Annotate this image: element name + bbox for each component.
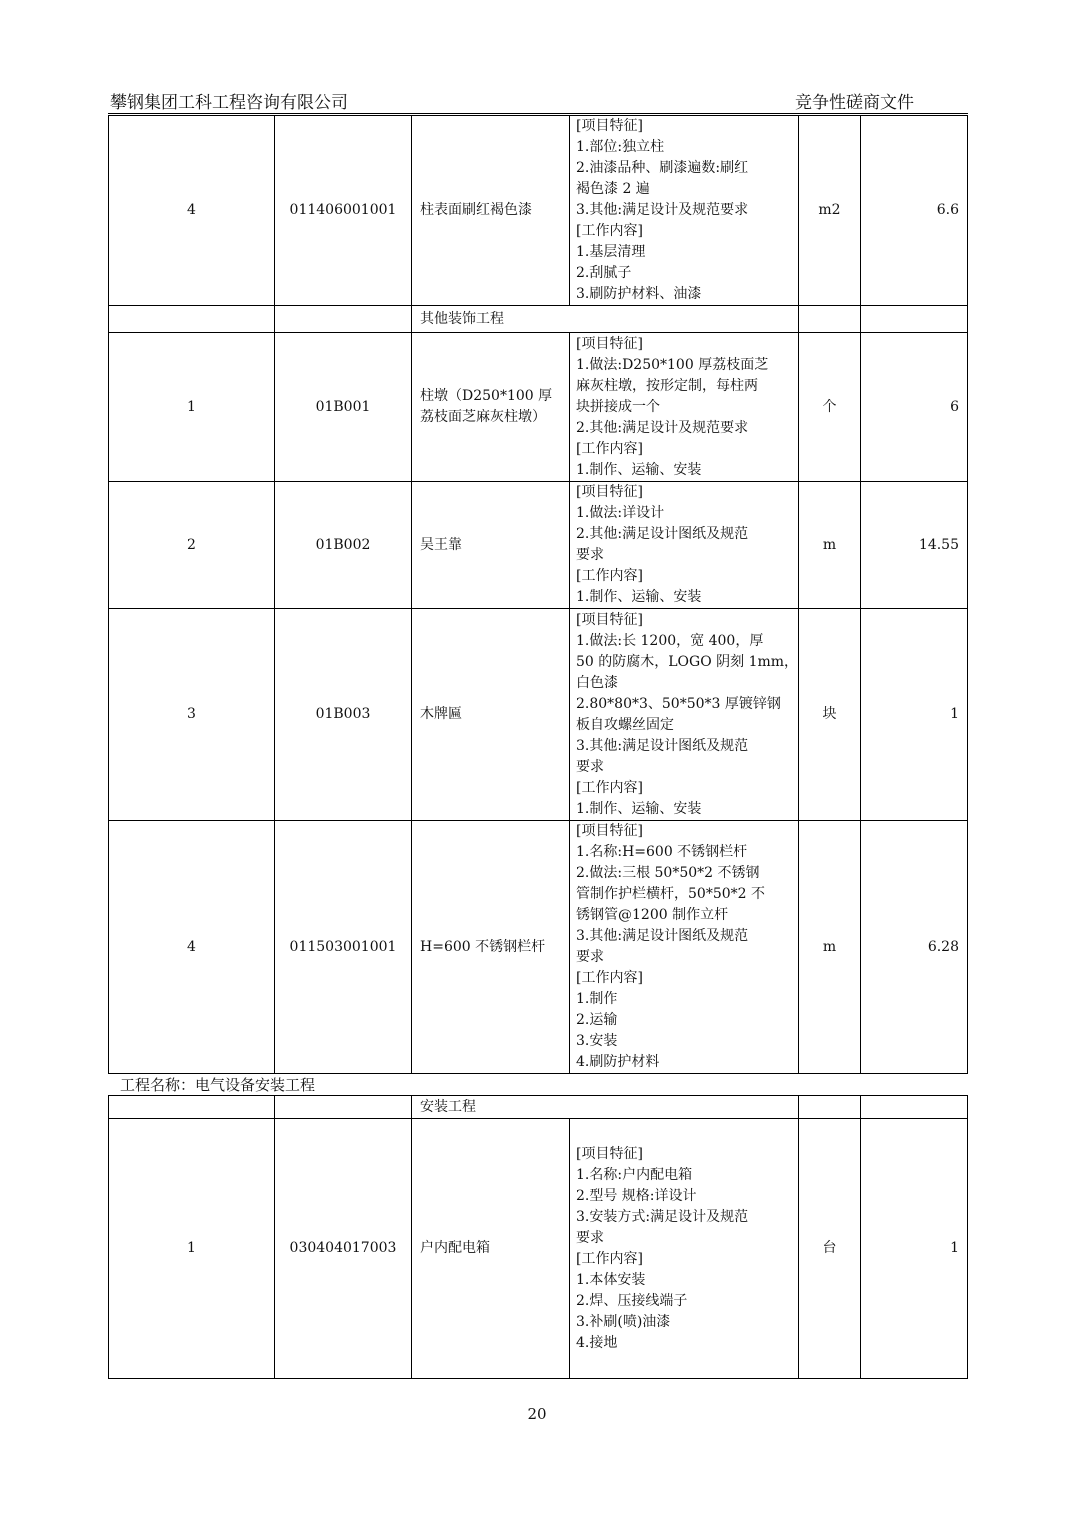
feature-line: 1.本体安装 <box>576 1271 646 1288</box>
feature-line: 要求 <box>576 1229 604 1246</box>
feature-line: 3.其他:满足设计图纸及规范 <box>576 737 749 754</box>
item-unit: 个 <box>799 333 861 482</box>
feature-line: 1.制作 <box>576 991 618 1007</box>
item-number: 2 <box>109 482 275 609</box>
feature-line: 1.部位:独立柱 <box>576 139 665 155</box>
section-row <box>109 306 968 333</box>
item-name: 吴王靠 <box>412 482 570 609</box>
feature-line: 2.焊、压接线端子 <box>576 1292 688 1309</box>
bill-table-decoration <box>108 115 968 1074</box>
feature-line: 板自攻螺丝固定 <box>576 716 674 733</box>
item-unit: m <box>799 821 861 1074</box>
item-unit: m2 <box>799 116 861 306</box>
feature-line: 麻灰柱墩，按形定制，每柱两 <box>576 377 758 394</box>
feature-line: 4.接地 <box>576 1334 618 1351</box>
item-features <box>570 482 799 609</box>
feature-line: 2.油漆品种、刷漆遍数:刷红 <box>576 160 749 176</box>
section-row <box>109 1096 968 1119</box>
company-name: 攀钢集团工科工程咨询有限公司 <box>110 93 348 113</box>
project-name: 工程名称：电气设备安装工程 <box>120 1076 316 1094</box>
feature-line: [工作内容] <box>576 568 643 584</box>
table-row <box>109 609 968 821</box>
feature-line: 2.其他:满足设计及规范要求 <box>576 419 749 436</box>
feature-line: [工作内容] <box>576 440 643 457</box>
item-features <box>570 116 799 306</box>
feature-line: 3.其他:满足设计图纸及规范 <box>576 928 749 944</box>
table-row <box>109 333 968 482</box>
feature-line: 2.型号 规格:详设计 <box>576 1187 697 1204</box>
item-quantity: 6.28 <box>861 821 968 1074</box>
item-quantity: 14.55 <box>861 482 968 609</box>
bill-table-electrical <box>108 1095 968 1379</box>
item-number: 1 <box>109 333 275 482</box>
feature-line: 白色漆 <box>576 674 618 691</box>
item-number: 1 <box>109 1119 275 1379</box>
item-quantity: 1 <box>861 609 968 821</box>
feature-line: 3.补刷(喷)油漆 <box>576 1313 671 1330</box>
item-name: 柱表面刷红褐色漆 <box>412 116 570 306</box>
section-title: 其他装饰工程 <box>412 306 799 333</box>
feature-line: 管制作护栏横杆，50*50*2 不 <box>576 886 765 902</box>
feature-line: [项目特征] <box>576 335 643 352</box>
header-rule <box>108 113 968 114</box>
feature-line: [项目特征] <box>576 823 643 839</box>
item-name: 柱墩（D250*100 厚荔枝面芝麻灰柱墩） <box>412 333 570 482</box>
item-code: 030404017003 <box>275 1119 412 1379</box>
feature-line: 2.刮腻子 <box>576 265 632 281</box>
item-unit: m <box>799 482 861 609</box>
item-quantity: 1 <box>861 1119 968 1379</box>
feature-line: 2.运输 <box>576 1012 618 1028</box>
item-code: 011503001001 <box>275 821 412 1074</box>
section-title: 安装工程 <box>412 1096 799 1119</box>
feature-line: 1.名称:户内配电箱 <box>576 1166 693 1183</box>
feature-line: [项目特征] <box>576 484 643 500</box>
feature-line: [工作内容] <box>576 970 643 986</box>
table-row <box>109 116 968 306</box>
item-number: 4 <box>109 821 275 1074</box>
feature-line: 1.做法:D250*100 厚荔枝面芝 <box>576 356 769 373</box>
table-row <box>109 1119 968 1379</box>
item-code: 01B003 <box>275 609 412 821</box>
feature-line: 1.制作、运输、安装 <box>576 461 702 478</box>
item-name: 户内配电箱 <box>412 1119 570 1379</box>
feature-line: 3.其他:满足设计及规范要求 <box>576 202 749 218</box>
item-features <box>570 609 799 821</box>
page-number: 20 <box>527 1405 547 1423</box>
item-features <box>570 333 799 482</box>
document-type: 竞争性磋商文件 <box>795 93 914 113</box>
feature-line: 4.刷防护材料 <box>576 1054 660 1070</box>
item-features <box>570 1119 799 1379</box>
feature-line: [项目特征] <box>576 118 643 134</box>
item-number: 3 <box>109 609 275 821</box>
feature-line: 褐色漆 2 遍 <box>576 181 650 197</box>
feature-line: 3.安装方式:满足设计及规范 <box>576 1208 749 1225</box>
feature-line: [项目特征] <box>576 611 643 628</box>
feature-line: 3.刷防护材料、油漆 <box>576 286 702 302</box>
feature-line: [项目特征] <box>576 1145 643 1162</box>
feature-line: 1.名称:H=600 不锈钢栏杆 <box>576 844 748 860</box>
item-quantity: 6.6 <box>861 116 968 306</box>
feature-line: [工作内容] <box>576 223 643 239</box>
item-number: 4 <box>109 116 275 306</box>
item-code: 01B002 <box>275 482 412 609</box>
feature-line: 2.其他:满足设计图纸及规范 <box>576 526 749 542</box>
feature-line: 锈钢管@1200 制作立杆 <box>576 907 729 923</box>
table-row <box>109 482 968 609</box>
item-unit: 台 <box>799 1119 861 1379</box>
item-unit: 块 <box>799 609 861 821</box>
feature-line: 要求 <box>576 758 604 775</box>
item-name: H=600 不锈钢栏杆 <box>412 821 570 1074</box>
feature-line: 要求 <box>576 949 604 965</box>
feature-line: 50 的防腐木，LOGO 阴刻 1mm， <box>576 653 799 670</box>
item-quantity: 6 <box>861 333 968 482</box>
feature-line: [工作内容] <box>576 779 643 796</box>
feature-line: 2.做法:三根 50*50*2 不锈钢 <box>576 865 760 881</box>
feature-line: 1.做法:长 1200，宽 400，厚 <box>576 632 764 649</box>
feature-line: 1.做法:详设计 <box>576 505 665 521</box>
feature-line: 2.80*80*3、50*50*3 厚镀锌钢 <box>576 695 781 712</box>
table-row <box>109 821 968 1074</box>
feature-line: 1.制作、运输、安装 <box>576 589 702 605</box>
feature-line: 1.基层清理 <box>576 244 646 260</box>
feature-line: 1.制作、运输、安装 <box>576 800 702 817</box>
feature-line: 块拼接成一个 <box>576 398 660 415</box>
feature-line: 3.安装 <box>576 1033 618 1049</box>
item-features <box>570 821 799 1074</box>
item-code: 011406001001 <box>275 116 412 306</box>
item-code: 01B001 <box>275 333 412 482</box>
item-name: 木牌匾 <box>412 609 570 821</box>
feature-line: 要求 <box>576 547 604 563</box>
feature-line: [工作内容] <box>576 1250 643 1267</box>
